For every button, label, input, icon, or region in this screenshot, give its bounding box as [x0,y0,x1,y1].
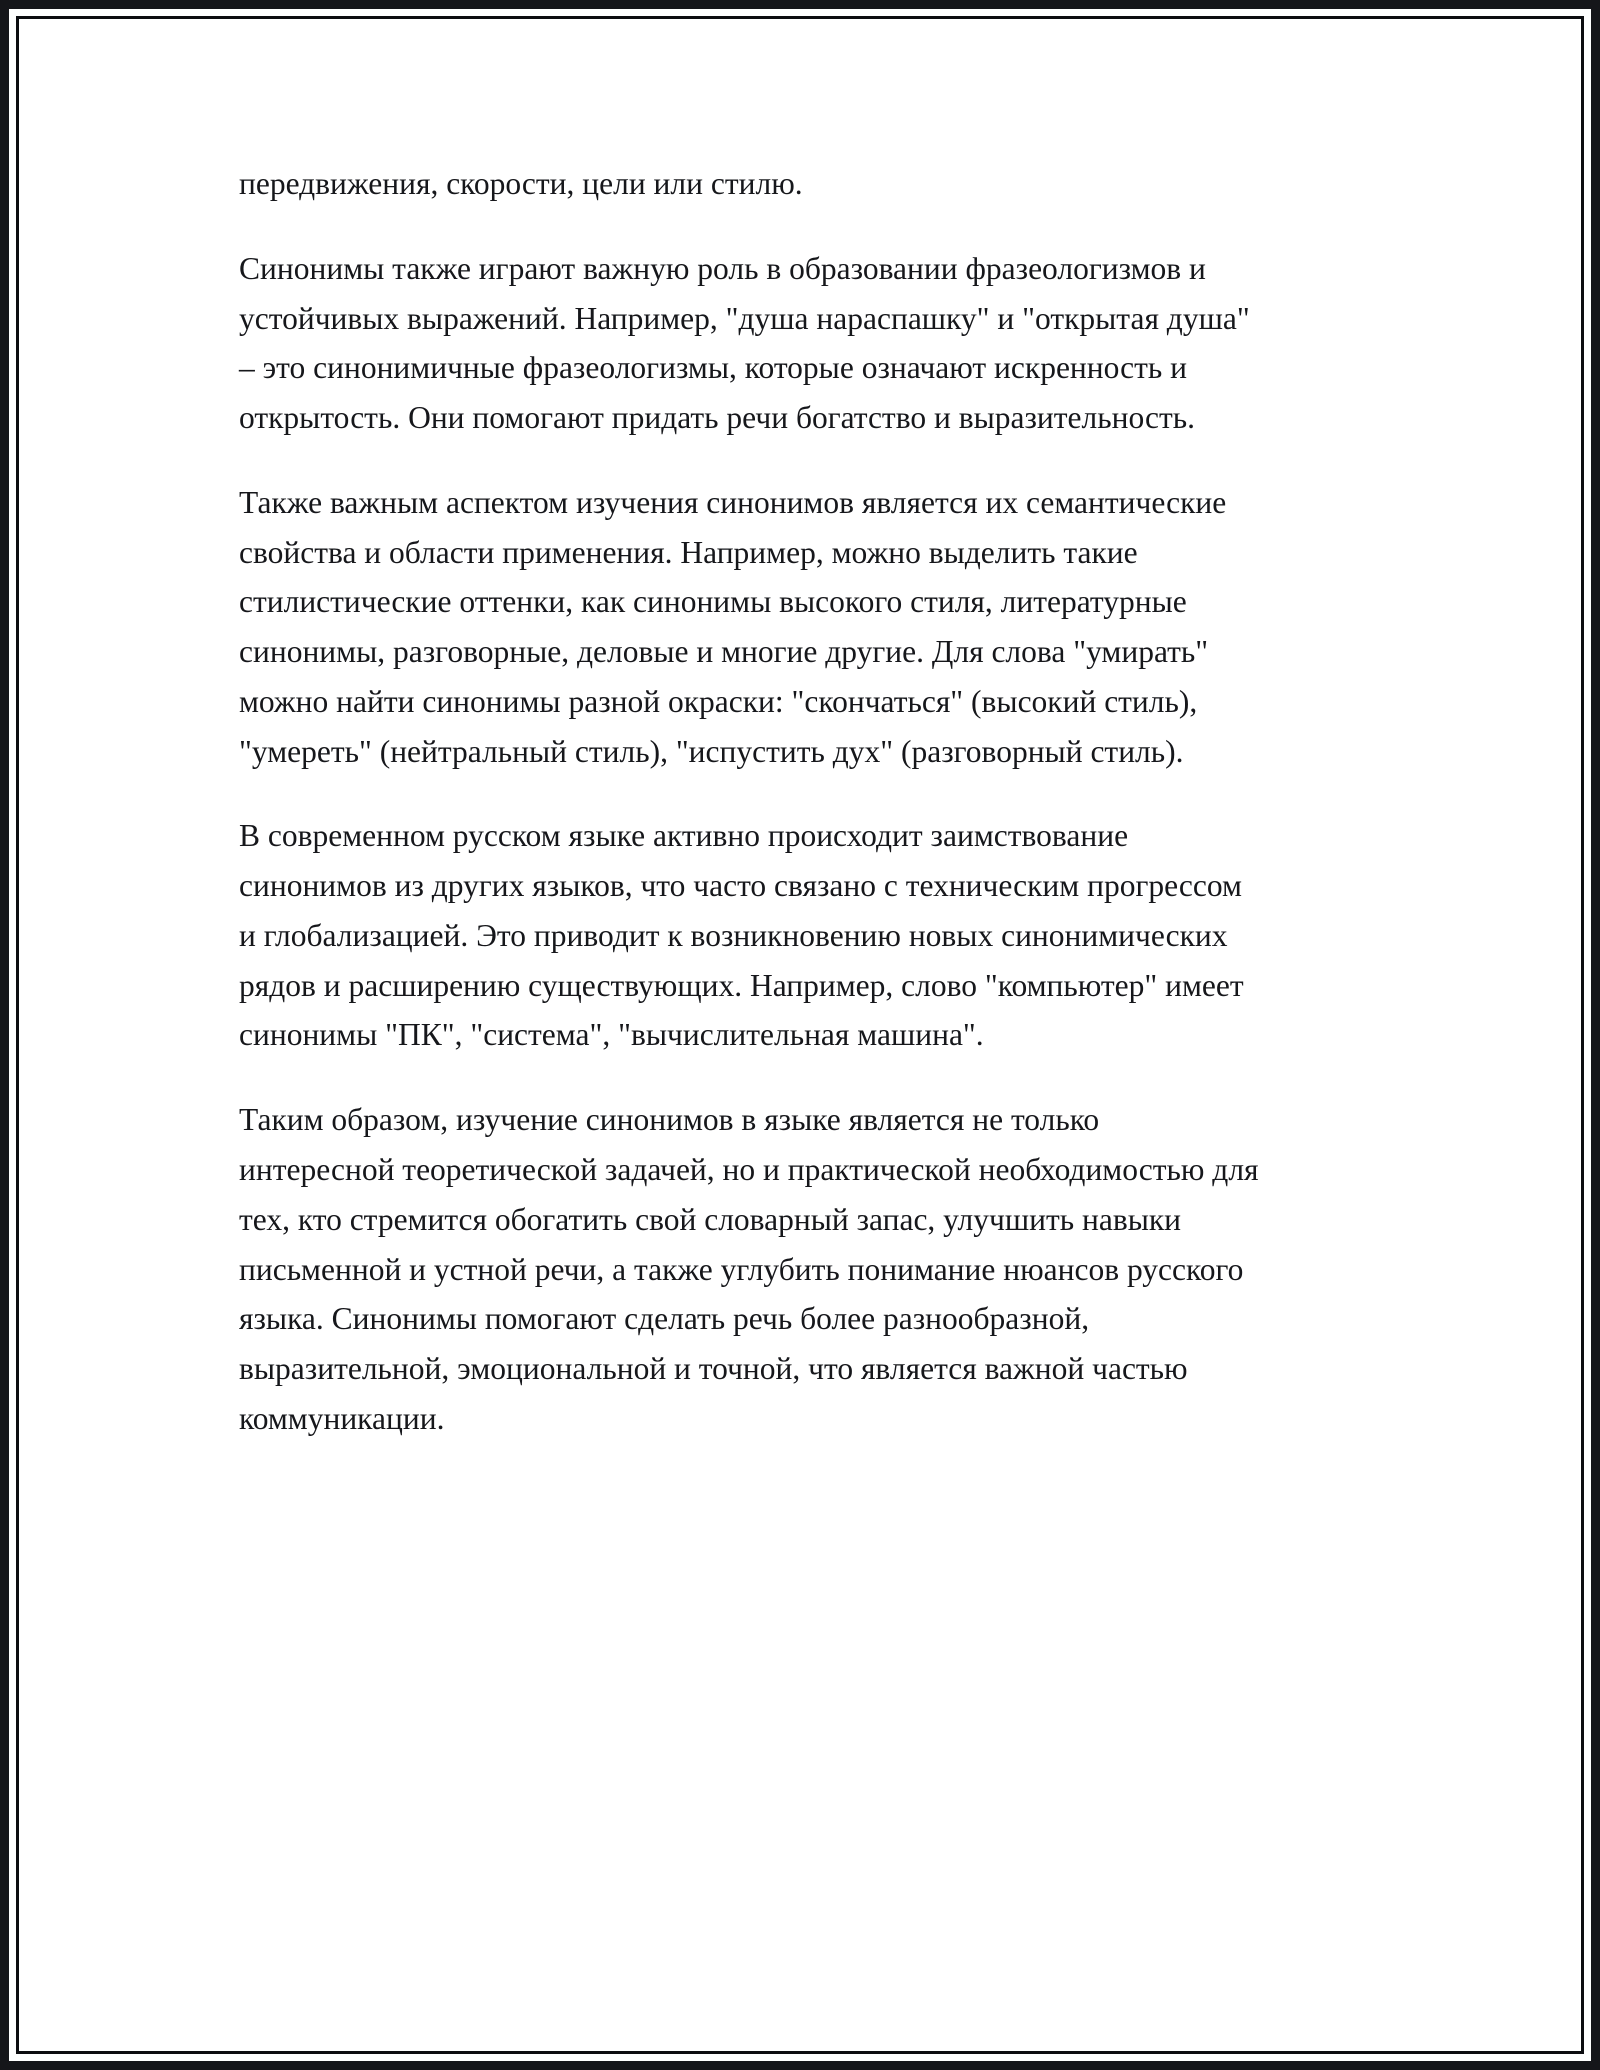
paragraph-borrowing: В современном русском языке активно происходит заимствование синонимов из других языков, что часто связано с техническим прогрессом и глобализацией. Это приводит к возникновению новых синонимических рядов и расширению существующих. Например, слово "компьютер" имеет синонимы "ПК", "система", "вычислительная машина". [239,818,1252,1053]
paragraph-continuation: передвижения, скорости, цели или стилю. [239,166,803,201]
paragraph-semantics: Также важным аспектом изучения синонимов является их семантические свойства и области применения. Например, можно выделить такие стилистические оттенки, как синонимы высокого стиля, литературные синонимы, разговорные, деловые и многие другие. Для слова "умирать" можно найти синонимы разной окраски: "скончаться" (высокий стиль), "умереть" (нейтральный стиль), "испустить дух" (разговорный стиль). [239,484,1235,769]
document-text-body [239,159,1267,1444]
paragraph-conclusion: Таким образом, изучение синонимов в языке является не только интересной теоретической задачей, но и практической необходимостью для тех, кто стремится обогатить свой словарный запас, улучшить навыки письменной и устной речи, а также углубить понимание нюансов русского языка. Синонимы помогают сделать речь более разнообразной, выразительной, эмоциональной и точной, что является важной частью коммуникации. [239,1102,1267,1436]
document-content-area [9,9,1591,2061]
paragraph-phraseology: Синонимы также играют важную роль в образовании фразеологизмов и устойчивых выражений. Например, "душа нараспашку" и "открытая душа" – это синонимичные фразеологизмы, которые означают искренность и открытость. Они помогают придать речи богатство и выразительность. [239,250,1258,436]
